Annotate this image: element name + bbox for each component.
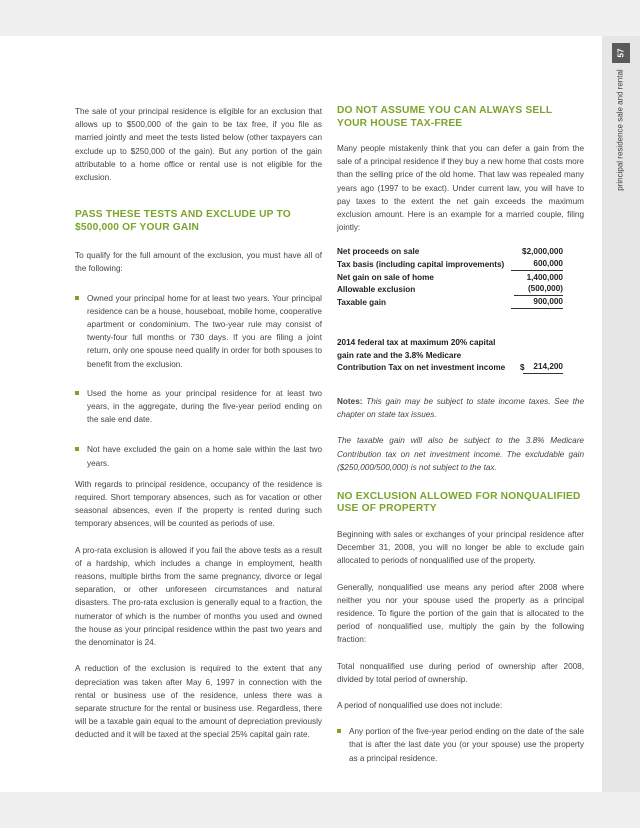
bullet-square-icon bbox=[75, 447, 79, 451]
list-item: Owned your principal home for at least two years. Your principal residence can be a house, houseboat, mobile home, cooperative apartment or condominium. The two-year rule may consist of twenty-four full months or 730 days. If you are filing a joint return, only one spouse need qualify in order for both spouses to benefit from the exclusion. bbox=[75, 292, 322, 371]
notes-label: Notes: bbox=[337, 396, 363, 406]
page-number-badge bbox=[612, 43, 630, 63]
notes-text: This gain may be subject to state income taxes. See the chapter on state tax issues. bbox=[337, 396, 584, 420]
tax-line: 2014 federal tax at maximum 20% capital bbox=[337, 337, 496, 347]
section-heading-pass-tests: PASS THESE TESTS AND EXCLUDE UP TO $500,000 OF YOUR GAIN bbox=[75, 209, 291, 233]
gain-calculation-table bbox=[337, 245, 575, 308]
intro-paragraph: The sale of your principal residence is eligible for an exclusion that allows up to $500,000 of the gain to be tax free, if you file as married jointly and meet the tests listed below (other taxpayers can exclude up to $250,000 of the gain). But any portion of the gain attributable to a home office or rental use is not eligible for the exclusion. bbox=[75, 107, 322, 183]
bullet-square-icon bbox=[75, 391, 79, 395]
right-column bbox=[337, 105, 584, 765]
tax-amount: 214,200 bbox=[523, 361, 563, 374]
table-row: Taxable gain 900,000 bbox=[337, 297, 563, 308]
notes-paragraph bbox=[337, 395, 584, 421]
tax-line: gain rate and the 3.8% Medicare bbox=[337, 350, 462, 360]
running-head-text: principal residence sale and rental bbox=[615, 69, 625, 191]
nonqualified-intro-paragraph: Beginning with sales or exchanges of your principal residence after December 31, 2008, you will no longer be able to exclude gain allocated to periods of nonqualified use of the property. bbox=[337, 529, 584, 566]
exceptions-list bbox=[337, 725, 584, 765]
table-row: Net proceeds on sale $2,000,000 bbox=[337, 247, 563, 257]
list-item: Used the home as your principal residence for at least two years, in the aggregate, during the five-year period ending on the sale end date. bbox=[75, 387, 322, 427]
exception-intro-paragraph: A period of nonqualified use does not include: bbox=[337, 700, 503, 710]
reduction-paragraph: A reduction of the exclusion is required to the extent that any depreciation was taken after May 6, 1997 in connection with the rental or business use of the residence, unless there was a separate structure for the rental or business use. Regardless, there will be a taxable gain equal to the amount of depreciation previously deducted and it will be taxed at the special 25% capital gain rate. bbox=[75, 664, 322, 740]
left-column bbox=[75, 105, 322, 742]
bullet-square-icon bbox=[75, 296, 79, 300]
qualify-paragraph: To qualify for the full amount of the exclusion, you must have all of the following: bbox=[75, 251, 322, 274]
fraction-paragraph: Total nonqualified use during period of ownership after 2008, divided by total period of ownership. bbox=[337, 661, 584, 684]
defer-gain-paragraph: Many people mistakenly think that you can defer a gain from the sale of a principal residence if they buy a new home that costs more than the selling price of the old home. That law was repealed many years ago (1997 to be exact). Under current law, you will have to pay taxes to the extent the net gain exceeds the maximum exclusion amount. Here is an example for a married couple, filing jointly: bbox=[337, 144, 584, 233]
section-heading-do-not-assume: DO NOT ASSUME YOU CAN ALWAYS SELL YOUR HOUSE TAX-FREE bbox=[337, 105, 553, 129]
medicare-note-paragraph: The taxable gain will also be subject to the 3.8% Medicare Contribution tax on net investment income. The excludable gain ($250,000/500,000) is not subject to the tax. bbox=[337, 436, 584, 472]
tax-currency: $ bbox=[520, 363, 525, 373]
prorata-paragraph: A pro-rata exclusion is allowed if you fail the above tests as a result of a hardship, which includes a change in employment, health reasons, multiple births from the same pregnancy, divorce or legal separation, or other unforeseen circumstances and natural disasters. The pro-rata exclusion is generally equal to a fraction, the numerator of which is the number of months you used and owned the house as your principal residence within the past two years and the denominator is 24. bbox=[75, 545, 322, 648]
occupancy-paragraph: With regards to principal residence, occupancy of the residence is required. Short temporary absences, such as for vacation or other seasonal absences, even if the property is rented during such temporary absences, will be counted as periods of use. bbox=[75, 479, 322, 529]
table-row: Net gain on sale of home 1,400,000 bbox=[337, 272, 563, 282]
bottom-band bbox=[0, 792, 640, 828]
page-number: 57 bbox=[616, 48, 626, 58]
tests-list bbox=[75, 292, 322, 470]
list-item: Any portion of the five-year period ending on the date of the sale that is after the last date you (or your spouse) use the property as a principal residence. bbox=[337, 725, 584, 765]
top-band bbox=[0, 0, 640, 36]
nonqualified-definition-paragraph: Generally, nonqualified use means any period after 2008 where neither you nor your spouse used the property as a principal residence. To figure the portion of the gain that is allocated to the period of nonqualified use, multiply the gain by the following fraction: bbox=[337, 582, 584, 645]
tax-computation bbox=[337, 336, 575, 374]
table-row: Allowable exclusion (500,000) bbox=[337, 284, 563, 295]
section-heading-no-exclusion: NO EXCLUSION ALLOWED FOR NONQUALIFIED USE OF PROPERTY bbox=[337, 490, 581, 515]
bullet-square-icon bbox=[337, 729, 341, 733]
tax-line: Contribution Tax on net investment income bbox=[337, 363, 506, 373]
list-item: Not have excluded the gain on a home sale within the last two years. bbox=[75, 443, 322, 469]
table-row: Tax basis (including capital improvements) 600,000 bbox=[337, 259, 563, 270]
